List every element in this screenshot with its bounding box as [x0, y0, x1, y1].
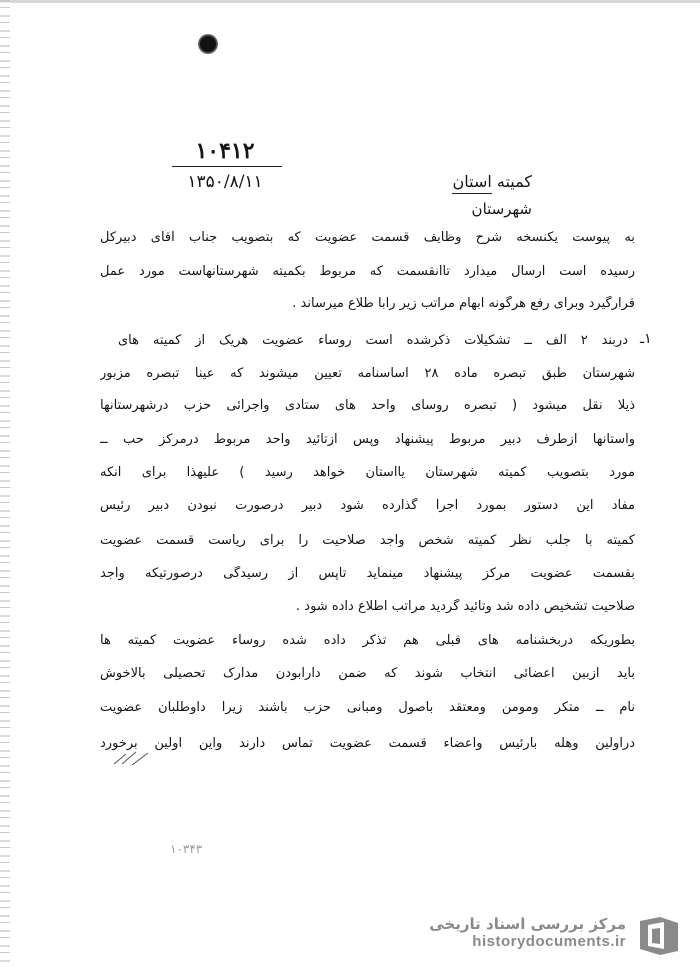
body-line: بقسمت عضویت مرکز پیشنهاد مینماید تاپس از رسیدگی درصورتیکه واجد — [100, 566, 635, 581]
body-line: باید ازبین اعضائی انتخاب شوند که ضمن دارابودن مدارک تحصیلی بالاخوش — [100, 666, 635, 681]
city-line: شهرستان — [471, 200, 532, 218]
archive-logo-icon — [634, 915, 684, 957]
province-word: استان — [452, 172, 491, 194]
watermark-title: مرکز بررسی اسناد تاریخی — [429, 915, 626, 933]
letter-number-rule — [172, 166, 282, 167]
body-line: رسیده است ارسال میدارد تاآنقسمت که مربوط بکمیته شهرستانهاست مورد عمل — [100, 264, 635, 279]
body-line: به پیوست یکنسخه شرح وظایف قسمت عضویت که بتصویب جناب آقای دبیرکل — [100, 230, 635, 245]
watermark-text — [429, 915, 626, 950]
body-line: نام ــ متکر ومومن ومعتقد باصول ومبانی حزب باشند زیرا داوطلبان عضویت — [100, 700, 635, 715]
committee-word: کمیته — [496, 172, 532, 191]
body-line: بطوریکه دربخشنامه های قبلی هم تذکر داده شده روساء عضویت کمیته ها — [100, 633, 635, 648]
addressee-line — [452, 172, 532, 191]
faint-stamp: ۱۰۳۴۳ — [170, 842, 203, 856]
punch-hole-icon — [198, 34, 218, 54]
watermark-url: historydocuments.ir — [472, 933, 626, 950]
body-line: دراولین وهله بارئیس واعضاء قسمت عضویت تماس دارند واین اولین برخورد — [100, 736, 635, 751]
body-line: ذیلا نقل میشود ( تبصره روسای واحد های ستادی واجرائی حزب درشهرستانها — [100, 398, 635, 413]
scan-edge-top — [0, 0, 700, 3]
scan-edge-left — [0, 0, 10, 967]
body-line: شهرستان طبق تبصره ماده ۲۸ اساسنامه تعیین میشوند که عینا تبصره مزبور — [100, 366, 635, 381]
letter-number: ۱۰۴۱۲ — [195, 138, 255, 164]
item-marker: ۱ـ — [640, 331, 652, 347]
body-line: واستانها ازطرف دبیر مربوط پیشنهاد وپس ازتائید واحد مربوط درمرکز حب ــ — [100, 432, 635, 447]
body-line: دربند ۲ الف ــ تشکیلات ذکرشده است روساء عضویت هریک از کمیته های — [118, 333, 628, 348]
margin-pen-mark — [112, 748, 152, 768]
body-line: مفاد این دستور بمورد اجرا گذارده شود دبیر درصورت نبودن دبیر رئیس — [100, 498, 635, 513]
body-line: کمیته با جلب نظر کمیته شخص واجد صلاحیت را برای ریاست قسمت عضویت — [100, 533, 635, 548]
letter-date: ۱۳۵۰/۸/۱۱ — [187, 172, 263, 192]
body-line: صلاحیت تشخیص داده شد وتائید گردید مراتب اطلاع داده شود . — [296, 599, 635, 614]
archive-watermark — [413, 913, 688, 959]
body-line: قرارگیرد وبرای رفع هرگونه ابهام مراتب زیر رابا طلاع میرساند . — [292, 296, 635, 311]
body-line: مورد بتصویب کمیته شهرستان یااستان خواهد رسید ) علیهذا برای آنکه — [100, 465, 635, 480]
